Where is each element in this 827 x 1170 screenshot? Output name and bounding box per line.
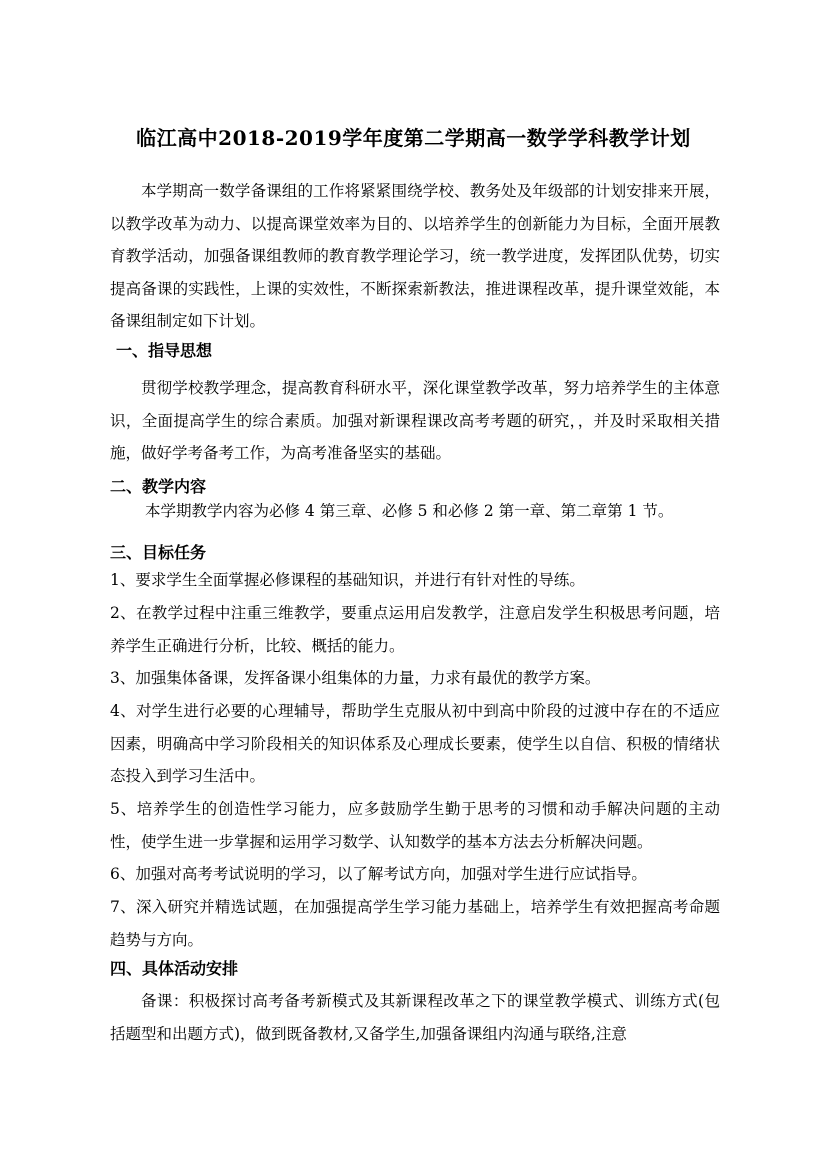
intro-paragraph: 本学期高一数学备课组的工作将紧紧围绕学校、教务处及年级部的计划安排来开展，以教学改革为动力、以提高课堂效率为目的、以培养学生的创新能力为目标，全面开展教育教学活动，加强备课组教师的教育教学理论学习，统一教学进度，发挥团队优势，切实提高备课的实践性，上课的实效性，不断探索新教法，推进课程改革，提升课堂效能，本备课组制定如下计划。 xyxy=(110,182,720,331)
goal-item: 1、要求学生全面掌握必修课程的基础知识，并进行有针对性的导练。 xyxy=(110,571,585,589)
section-heading-guiding-ideology: 一、指导思想 xyxy=(116,341,213,360)
goal-item: 2、在教学过程中注重三维教学，要重点运用启发教学，注意启发学生积极思考问题，培养学生正确进行分析，比较、概括的能力。 xyxy=(110,604,720,655)
section-body-activities: 备课：积极探讨高考备考新模式及其新课程改革之下的课堂教学模式、训练方式(包括题型和出题方式)，做到既备教材,又备学生,加强备课组内沟通与联络,注意 xyxy=(110,992,720,1043)
goal-item: 6、加强对高考考试说明的学习，以了解考试方向，加强对学生进行应试指导。 xyxy=(110,865,647,883)
goal-item: 4、对学生进行必要的心理辅导，帮助学生克服从初中到高中阶段的过渡中存在的不适应因素，明确高中学习阶段相关的知识体系及心理成长要素，使学生以自信、积极的情绪状态投入到学习生活中。 xyxy=(110,702,720,786)
goal-item: 5、培养学生的创造性学习能力，应多鼓励学生勤于思考的习惯和动手解决问题的主动性，使学生进一步掌握和运用学习数学、认知数学的基本方法去分析解决问题。 xyxy=(110,800,720,851)
section-heading-teaching-content: 二、教学内容 xyxy=(110,477,207,496)
goal-item: 3、加强集体备课，发挥备课小组集体的力量，力求有最优的教学方案。 xyxy=(110,669,601,687)
section-body-guiding-ideology: 贯彻学校教学理念，提高教育科研水平，深化课堂教学改革，努力培养学生的主体意识，全面提高学生的综合素质。加强对新课程课改高考考题的研究，，并及时采取相关措施，做好学考备考工作，为高考准备坚实的基础。 xyxy=(110,379,720,463)
goal-item: 7、深入研究并精选试题，在加强提高学生学习能力基础上，培养学生有效把握高考命题趋势与方向。 xyxy=(110,898,720,949)
section-heading-goals: 三、目标任务 xyxy=(110,543,207,562)
document-title: 临江高中2018-2019学年度第二学期高一数学学科教学计划 xyxy=(136,126,691,150)
section-body-teaching-content: 本学期教学内容为必修 4 第三章、必修 5 和必修 2 第一章、第二章第 1 节。 xyxy=(145,502,674,520)
section-heading-activities: 四、具体活动安排 xyxy=(110,959,239,978)
